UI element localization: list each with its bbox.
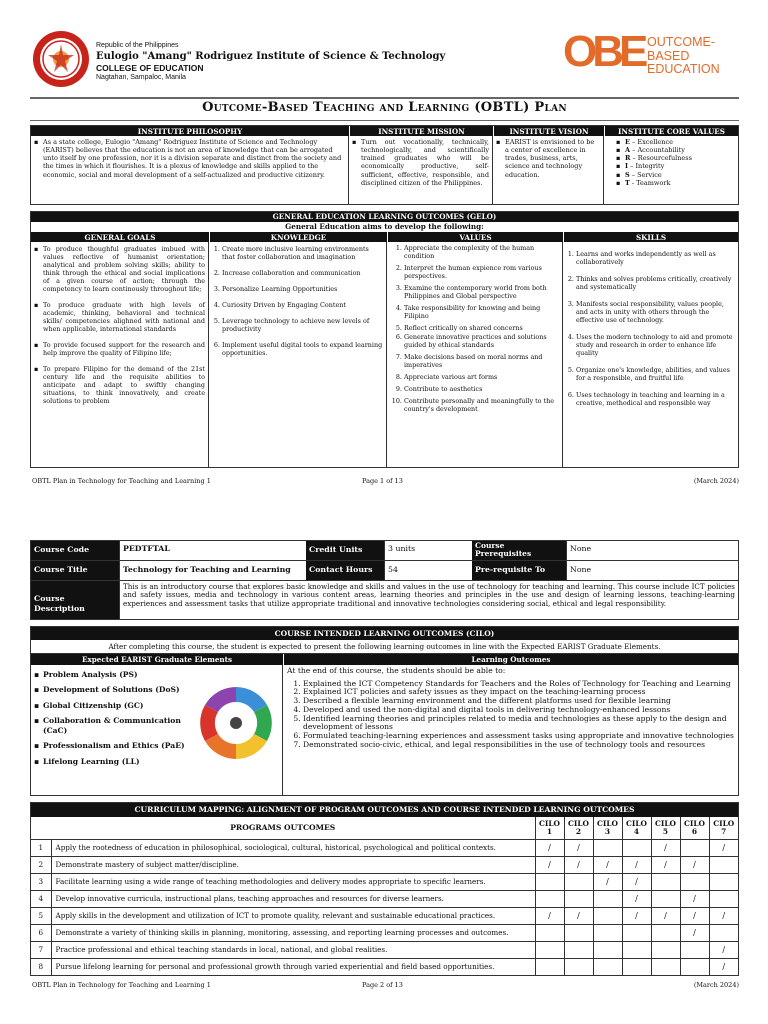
graduate-element-item: ▪ Lifelong Learning (LL): [34, 757, 194, 766]
goal-item: ▪ To produce thoughful graduates imbued with values reflective of humanist orientation; analytical and problem solving skills; ability to think through the ethical and social implications of a given course of action; through the competency to learn continously throughout life;: [34, 245, 205, 293]
goal-item: ▪ To produce graduate with high levels of academic, thinking, behavioral and technical skills/ competencies alighned with national and when applicable, international standards: [34, 301, 205, 333]
page-2: [0, 520, 768, 1024]
po-number: 1: [31, 839, 51, 856]
cilo-mark: [622, 941, 651, 958]
values-header: VALUES: [387, 232, 563, 242]
value-item: 9. Contribute to aesthetics: [404, 385, 559, 393]
course-description-label: Course Description: [31, 581, 119, 619]
knowledge-item: 1. Create more inclusive learning environments that foster collaboration and imagination: [222, 245, 383, 261]
cilo-mark: /: [709, 839, 738, 856]
graduate-elements-header: Expected EARIST Graduate Elements: [31, 654, 283, 665]
po-text: Demonstrate mastery of subject matter/discipline.: [51, 856, 535, 873]
goal-item: ▪ To provide focused support for the research and help improve the quality of Filipino life;: [34, 341, 205, 357]
contact-hours-value: 54: [384, 561, 472, 580]
institute-table: [30, 125, 739, 205]
core-value-item: ▪ E – Excellence: [616, 138, 735, 146]
po-number: 3: [31, 873, 51, 890]
cilo-mark: [564, 924, 593, 941]
institute-header: [96, 42, 516, 83]
learning-outcome-item: 1. Explained the ICT Competency Standards for Teachers and the Roles of Technology for Teaching and Learning: [303, 680, 734, 689]
learning-outcome-item: 4. Developed and used the non-digital and digital tools in delivering technology-enhanced lessons: [303, 706, 734, 715]
value-item: 4. Take responsibility for knowing and being Filipino: [404, 304, 559, 320]
cilo-mark: [709, 890, 738, 907]
program-outcome-row: [31, 958, 738, 975]
value-item: 2. Interpret the human expience rom various perspectives.: [404, 264, 559, 280]
address-text: Nagtahan, Sampaloc, Manila: [96, 73, 186, 81]
knowledge-list: [209, 242, 387, 467]
cilo-mark: [564, 873, 593, 890]
knowledge-item: 3. Personalize Learning Opportunities: [222, 285, 383, 293]
program-outcome-row: [31, 941, 738, 958]
cilo-mark: [680, 873, 709, 890]
cilo-mark: [564, 958, 593, 975]
skills-header: SKILLS: [563, 232, 738, 242]
page-title: Outcome-Based Teaching and Learning (OBTL) Plan: [202, 100, 567, 115]
republic-text: Republic of the Philippines: [96, 42, 179, 49]
po-number: 6: [31, 924, 51, 941]
cilo-mark: [651, 924, 680, 941]
value-item: 3. Examine the contemporary world from both Philippines and Global perspective: [404, 284, 559, 300]
cilo-mark: /: [622, 907, 651, 924]
graduate-element-item: ▪ Global Citizenship (GC): [34, 701, 194, 710]
cilo-mark: /: [564, 839, 593, 856]
cilo-mark: [564, 890, 593, 907]
cilo-mark: [622, 924, 651, 941]
cilo-mark: /: [593, 873, 622, 890]
goals-header: GENERAL GOALS: [31, 232, 209, 242]
program-outcome-row: [31, 839, 738, 856]
cilo-mark: /: [535, 907, 564, 924]
curriculum-mapping: [30, 802, 739, 976]
knowledge-header: KNOWLEDGE: [209, 232, 387, 242]
cilo-mark: [535, 941, 564, 958]
program-outcome-row: [31, 856, 738, 873]
course-code-label: Course Code: [31, 541, 119, 560]
footer-left: OBTL Plan in Technology for Teaching and Learning 1: [32, 981, 211, 989]
po-text: Pursue lifelong learning for personal and professional growth through varied experiential and field based opportunities.: [51, 958, 535, 975]
title-rule-bottom: [30, 120, 739, 121]
mapping-table: [31, 817, 738, 975]
cilo-mark: [535, 890, 564, 907]
learning-outcome-item: 7. Demonstrated socio-civic, ethical, and legal responsibilities in the use of technology tools and resources: [303, 741, 734, 750]
skill-item: 4. Uses the modern technology to aid and promote study and research in order to enhance life quality: [576, 333, 735, 357]
cilo-title: COURSE INTENDED LEARNING OUTCOMES (CILO): [31, 627, 738, 640]
earist-seal-icon: [32, 30, 90, 88]
po-number: 7: [31, 941, 51, 958]
course-title-value: Technology for Teaching and Learning: [119, 561, 306, 580]
cilo-mark: /: [680, 890, 709, 907]
cilo-mark: /: [680, 924, 709, 941]
cilo-mark: /: [622, 890, 651, 907]
cilo-mark: /: [622, 873, 651, 890]
cilo-intro: After completing this course, the student is expected to present the following learning outcomes in line with the Expected EARIST Graduate Elements.: [31, 640, 738, 654]
page-1: [0, 0, 768, 500]
graduate-element-item: ▪ Development of Solutions (DoS): [34, 685, 194, 694]
cilo-mark: /: [709, 941, 738, 958]
cilo-mark: [709, 856, 738, 873]
contact-hours-label: Contact Hours: [306, 561, 384, 580]
value-item: 6. Generate innovative practices and solutions guided by ethical standards: [404, 333, 559, 349]
knowledge-item: 2. Increase collaboration and communication: [222, 269, 383, 277]
obe-line-3: EDUCATION: [647, 62, 720, 76]
cilo-mark: [535, 924, 564, 941]
learning-outcome-item: 3. Described a flexible learning environment and the different platforms used for flexible learning: [303, 697, 734, 706]
po-text: Facilitate learning using a wide range of teaching methodologies and delivery modes appropriate to specific learners.: [51, 873, 535, 890]
prereq-value: None: [566, 541, 738, 560]
graduate-element-item: ▪ Professionalism and Ethics (PaE): [34, 741, 194, 750]
obe-mark: OBE: [563, 27, 644, 76]
cilo-mark: [593, 924, 622, 941]
course-title-label: Course Title: [31, 561, 119, 580]
cilo-mark: [622, 958, 651, 975]
po-number: 5: [31, 907, 51, 924]
mission-text: ▪ Turn out vocationally, technically, technologically, and scientifically trained graduates who will be economically productive, self-sufficient, effective, responsible, and disciplined citizen of the Philippines.: [352, 138, 489, 187]
cilo-mark: [709, 924, 738, 941]
cilo-col-header: CILO 7: [709, 817, 738, 839]
cilo-mark: [680, 941, 709, 958]
cilo-mark: /: [593, 856, 622, 873]
gelo-title: GENERAL EDUCATION LEARNING OUTCOMES (GELO): [31, 212, 738, 222]
cilo-mark: [651, 941, 680, 958]
credit-units-value: 3 units: [384, 541, 472, 560]
learning-outcome-item: 2. Explained ICT policies and safety issues as they impact on the teaching-learning process: [303, 688, 734, 697]
cilo-mark: /: [680, 856, 709, 873]
core-value-item: ▪ A – Accountability: [616, 146, 735, 154]
cilo-col-header: CILO 2: [564, 817, 593, 839]
skill-item: 2. Thinks and solves problems critically, creatively and systematically: [576, 275, 735, 291]
core-value-item: ▪ I – Integrity: [616, 162, 735, 170]
cilo-mark: [680, 958, 709, 975]
po-text: Practice professional and ethical teaching standards in local, national, and global realities.: [51, 941, 535, 958]
course-code-value: PEDTFTAL: [119, 541, 306, 560]
prereq-label: Course Prerequisites: [472, 541, 566, 560]
institute-name: Eulogio "Amang" Rodriguez Institute of Science & Technology: [96, 50, 446, 62]
prereq-to-value: None: [566, 561, 738, 580]
cilo-mark: /: [651, 839, 680, 856]
skill-item: 6. Uses technology in teaching and learning in a creative, methodical and responsible way: [576, 391, 735, 407]
value-item: 7. Make decisions based on moral norms and imperatives: [404, 353, 559, 369]
cilo-col-header: CILO 4: [622, 817, 651, 839]
knowledge-item: 4. Curiosity Driven by Engaging Content: [222, 301, 383, 309]
obe-line-2: BASED: [647, 48, 690, 63]
cilo-mark: [651, 873, 680, 890]
mission-header: INSTITUTE MISSION: [349, 126, 493, 136]
graduate-elements-list: [34, 670, 194, 766]
program-outcome-row: [31, 890, 738, 907]
prereq-to-label: Pre-requisite To: [472, 561, 566, 580]
graduate-elements-cycle-icon: [194, 681, 278, 765]
core-value-item: ▪ R – Resourcefulness: [616, 154, 735, 162]
knowledge-item: 5. Leverage technology to achieve new levels of productivity: [222, 317, 383, 333]
cilo-mark: /: [622, 856, 651, 873]
cilo-mark: /: [535, 839, 564, 856]
po-number: 8: [31, 958, 51, 975]
course-description-text: This is an introductory course that explores basic knowledge and skills and values in the use of technology for teaching and learning. This course include ICT policies and safety issues, media and technology in various content areas, learning theories and principles in the use and design of learning lessons, teaching-learning experiences and assessment tasks that utilize appropriate traditional and innovative technologies considering social, ethical and legal responsibility.: [119, 581, 738, 619]
value-item: 10. Contribute personally and meaningfully to the country's development: [404, 397, 559, 413]
philosophy-header: INSTITUTE PHILOSOPHY: [31, 126, 349, 136]
cilo-mark: /: [651, 907, 680, 924]
obe-line-1: OUTCOME-: [647, 35, 716, 49]
cilo-mark: /: [535, 856, 564, 873]
po-header: PROGRAMS OUTCOMES: [31, 817, 535, 839]
footer-right: (March 2024): [693, 477, 739, 485]
core-values-list: [604, 136, 738, 204]
mapping-title: CURRICULUM MAPPING: ALIGNMENT OF PROGRAM OUTCOMES AND COURSE INTENDED LEARNING OUTCOMES: [31, 803, 738, 817]
goals-list: [31, 242, 209, 467]
cilo-col-header: CILO 1: [535, 817, 564, 839]
value-item: 8. Appreciate various art forms: [404, 373, 559, 381]
skill-item: 1. Learns and works independently as well as collaboratively: [576, 250, 735, 266]
credit-units-label: Credit Units: [306, 541, 384, 560]
core-value-item: ▪ T - Teamwork: [616, 179, 735, 187]
cilo-col-header: CILO 6: [680, 817, 709, 839]
footer-page: Page 2 of 13: [362, 981, 403, 989]
po-number: 4: [31, 890, 51, 907]
po-number: 2: [31, 856, 51, 873]
cilo-mark: [564, 941, 593, 958]
po-text: Develop innovative curricula, instructional plans, teaching approaches and resources for diverse learners.: [51, 890, 535, 907]
footer-page: Page 1 of 13: [362, 477, 403, 485]
gelo-section: [30, 211, 739, 468]
philosophy-text: ▪ As a state college, Eulogio "Amang" Rodriguez Institute of Science and Technology (EARIST) believes that the education is not an area of knowledge that can be arrogated unto itself by one profession, nor it is a division separate and distinct from the society and the times in which it flourishes. It is a plexus of knowledge and skills applied to the economic, social and moral development of a self-actualized and productive citizenry.: [34, 138, 345, 179]
graduate-element-item: ▪ Problem Analysis (PS): [34, 670, 194, 679]
vision-header: INSTITUTE VISION: [493, 126, 604, 136]
learning-outcomes-intro: At the end of this course, the students should be able to:: [287, 666, 506, 675]
cilo-mark: [593, 941, 622, 958]
learning-outcomes-list: [283, 665, 738, 795]
college-name: COLLEGE OF EDUCATION: [96, 63, 204, 74]
graduate-element-item: ▪ Collaboration & Communication (CaC): [34, 716, 194, 735]
learning-outcome-item: 5. Identified learning theories and principles related to media and technologies as these apply to the design and development of lessons: [303, 715, 734, 732]
po-text: Demonstrate a variety of thinking skills in planning, monitoring, assessing, and reporting learning processes and outcomes.: [51, 924, 535, 941]
value-item: 1. Appreciate the complexity of the human condition: [404, 244, 559, 260]
po-text: Apply skills in the development and utilization of ICT to promote quality, relevant and sustainable educational practices.: [51, 907, 535, 924]
title-rule: [30, 97, 739, 99]
cilo-mark: [535, 958, 564, 975]
cilo-mark: /: [564, 907, 593, 924]
program-outcome-row: [31, 907, 738, 924]
value-item: 5. Reflect critically on shared concerns: [404, 324, 559, 332]
vision-text: ▪ EARIST is envisioned to be a center of excellence in trades, business, arts, science and technology education.: [496, 138, 600, 179]
goal-item: ▪ To prepare Filipino for the demand of the 21st century life and the requisite abilities to anticipate and adapt to swiftly changing situations, to think innovatively, and create solutions to problem: [34, 365, 205, 405]
cilo-col-header: CILO 3: [593, 817, 622, 839]
cilo-section: [30, 626, 739, 796]
program-outcome-row: [31, 873, 738, 890]
cilo-mark: /: [680, 907, 709, 924]
obe-logo: [563, 27, 743, 82]
values-list: [387, 242, 563, 467]
cilo-mark: /: [564, 856, 593, 873]
cilo-col-header: CILO 5: [651, 817, 680, 839]
skill-item: 3. Manifests social responsibility, values people, and acts in unity with others through the effective use of technology.: [576, 300, 735, 324]
cilo-mark: [680, 839, 709, 856]
skill-item: 5. Organize one's knowledge, abilities, and values for a responsible, and fruitful life: [576, 366, 735, 382]
po-text: Apply the rootedness of education in philosophical, sociological, cultural, historical, psychological and political contexts.: [51, 839, 535, 856]
cilo-mark: [622, 839, 651, 856]
cilo-mark: [593, 890, 622, 907]
course-info-table: [30, 540, 739, 620]
gelo-subtitle: General Education aims to develop the following:: [285, 222, 484, 231]
learning-outcome-item: 6. Formulated teaching-learning experiences and assessment tasks using appropriate and innovative technologies: [303, 732, 734, 741]
skills-list: [563, 242, 738, 467]
core-value-item: ▪ S – Service: [616, 171, 735, 179]
cilo-mark: [651, 958, 680, 975]
learning-outcomes-header: Learning Outcomes: [283, 654, 738, 665]
cilo-mark: [709, 873, 738, 890]
cilo-mark: [535, 873, 564, 890]
cilo-mark: [593, 958, 622, 975]
cilo-mark: [593, 839, 622, 856]
knowledge-item: 6. Implement useful digital tools to expand learning opportunities.: [222, 341, 383, 357]
cilo-mark: [651, 890, 680, 907]
cilo-mark: /: [709, 907, 738, 924]
core-values-header: INSTITUTE CORE VALUES: [604, 126, 738, 136]
cilo-mark: /: [709, 958, 738, 975]
footer-right: (March 2024): [693, 981, 739, 989]
cilo-mark: /: [651, 856, 680, 873]
cilo-mark: [593, 907, 622, 924]
program-outcome-row: [31, 924, 738, 941]
footer-left: OBTL Plan in Technology for Teaching and Learning 1: [32, 477, 211, 485]
